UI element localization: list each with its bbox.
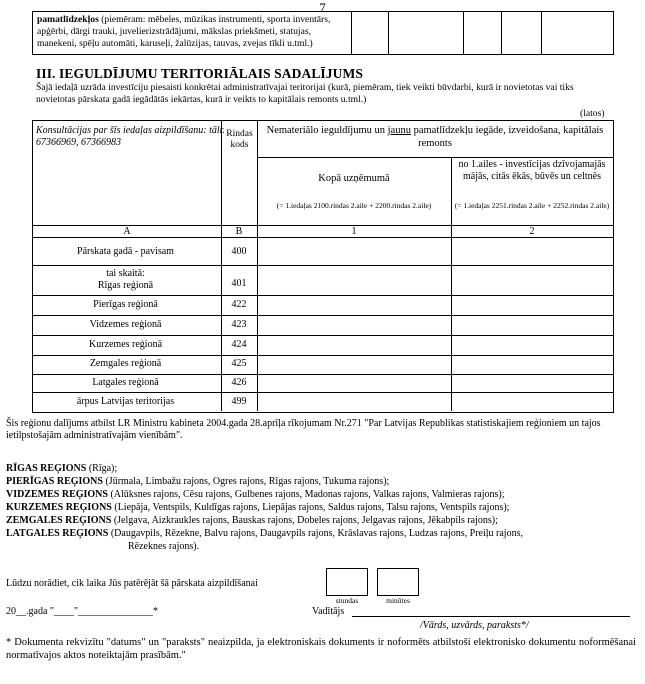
row-code: 401 [231, 278, 247, 289]
top-continuation-row [32, 11, 614, 55]
top-row-rest: (piemēram: mēbeles, mūzikas instrumenti, sporta inventārs, apģērbi, dārgi trauki, juvelierizstrādājumi, mākslas priekšmeti, statujas, manekeni, spēļu automāti, karuseļi, žalūzijas, tauvas, zvejas tīkli u.tml.) [37, 14, 331, 49]
region-line: LATGALES REĢIONS (Daugavpils, Rēzekne, Balvu rajons, Daugavpils rajons, Krāslavas rajons, Ludzas rajons, Preiļu rajons, [6, 528, 523, 539]
region-line: KURZEMES REĢIONS (Liepāja, Ventspils, Kuldīgas rajons, Liepājas rajons, Saldus rajons, Talsu rajons, Ventspils rajons); [6, 502, 510, 513]
top-row-bold: pamatlīdzekļos [37, 14, 99, 25]
group-header-underlined: jaunu [387, 125, 411, 136]
col-number-1: 1 [351, 226, 357, 237]
row-label: Kurzemes reģionā [88, 339, 163, 350]
region-line: VIDZEMES REĢIONS (Alūksnes rajons, Cēsu rajons, Gulbenes rajons, Madonas rajons, Valkas rajons, Valmieras rajons); [6, 489, 505, 500]
col1-formula: (= 1.iedaļas 2100.rindas 2.aile + 2200.rindas 2.aile) [276, 201, 432, 210]
letter-b: B [235, 226, 243, 237]
section-title: III. IEGULDĪJUMU TERITORIĀLAIS SADALĪJUMS [36, 66, 363, 81]
code-header: Rindas kods [226, 129, 253, 150]
manager-label: Vadītājs [312, 606, 345, 617]
region-line: RĪGAS REĢIONS (Rīga); [6, 463, 118, 474]
row-code: 400 [231, 246, 247, 257]
col1-title: Kopā uzņēmumā [318, 173, 390, 184]
col2-formula: (= 1.iedaļas 2251.rindas 2.aile + 2252.rindas 2.aile) [454, 201, 610, 210]
letter-a: A [123, 226, 131, 237]
row-label: Latgales reģionā [92, 377, 159, 388]
consultation-contact: Konsultācijas par šīs iedaļas aizpildīšanu: tālr. 67366969, 67366983 [36, 125, 225, 148]
row-code: 422 [231, 299, 247, 310]
row-label: Pārskata gadā - pavisam [77, 246, 174, 257]
units-label: (latos) [580, 108, 605, 119]
region-line: Rēzeknes rajons). [128, 541, 200, 552]
col2-title: no 1.ailes - investīcijas dzīvojamajās mājās, citās ēkās, būvēs un celtnēs [458, 159, 606, 182]
group-header: Nemateriālo ieguldījumu un jaunu pamatlīdzekļu iegāde, izveidošana, kapitālais remonts [266, 125, 604, 149]
hours-label: stundas [335, 596, 359, 605]
region-line: ZEMGALES REĢIONS (Jelgava, Aizkraukles rajons, Bauskas rajons, Dobeles rajons, Jelgavas rajons, Jēkabpils rajons); [6, 515, 498, 526]
signature-hint: /Vārds, uzvārds, paraksts*/ [420, 620, 529, 631]
row-label: Vidzemes reģionā [89, 319, 162, 330]
row-label: Pierīgas reģionā [93, 299, 158, 310]
region-note: Šis reģionu dalījums atbilst LR Ministru kabineta 2004.gada 28.aprīļa rīkojumam Nr.271 "Par Latvijas Republikas statistiskajiem reģioniem un tajos ietilpstošajām administratīvajām vienībām". [6, 418, 601, 441]
row-code: 425 [231, 358, 247, 369]
row-label: Zemgales reģionā [89, 358, 162, 369]
signature-line[interactable] [352, 616, 630, 617]
row-label-prefix: tai skaitā: [106, 268, 145, 279]
hours-input[interactable] [326, 568, 368, 596]
minutes-input[interactable] [377, 568, 419, 596]
row-label: ārpus Latvijas teritorijas [76, 396, 175, 407]
page-number: 7 [319, 0, 326, 15]
row-code: 499 [231, 396, 247, 407]
row-label: Rīgas reģionā [97, 280, 154, 291]
section-description: Šajā iedaļā uzrāda investīciju piesaisti konkrētai administratīvajai teritorijai (kurā, piemēram, tiek veikti būvdarbi, kurā ir novietotas vai tiks novietotas pārskata gadā iegādātās iekārtas, kurā ir veikts to kapitālais remonts u.tml.) [36, 82, 574, 105]
row-code: 426 [231, 377, 247, 388]
date-line[interactable]: 20__.gada "____"_______________* [6, 606, 159, 617]
top-row-text [37, 14, 345, 50]
row-code: 423 [231, 319, 247, 330]
row-code: 424 [231, 339, 247, 350]
footnote: * Dokumenta rekvizītu "datums" un "paraksts" neaizpilda, ja elektroniskais dokuments ir noformēts atbilstoši elektronisko dokumentu noformēšanai normatīvajos aktos noteiktajām prasībām." [6, 637, 636, 661]
col-number-2: 2 [529, 226, 535, 237]
minutes-label: minūtes [386, 596, 410, 605]
time-prompt: Lūdzu norādiet, cik laika Jūs patērējāt šā pārskata aizpildīšanai [6, 578, 258, 589]
region-line: PIERĪGAS REĢIONS (Jūrmala, Limbažu rajons, Ogres rajons, Rīgas rajons, Tukuma rajons); [6, 476, 390, 487]
investment-table [32, 120, 614, 413]
